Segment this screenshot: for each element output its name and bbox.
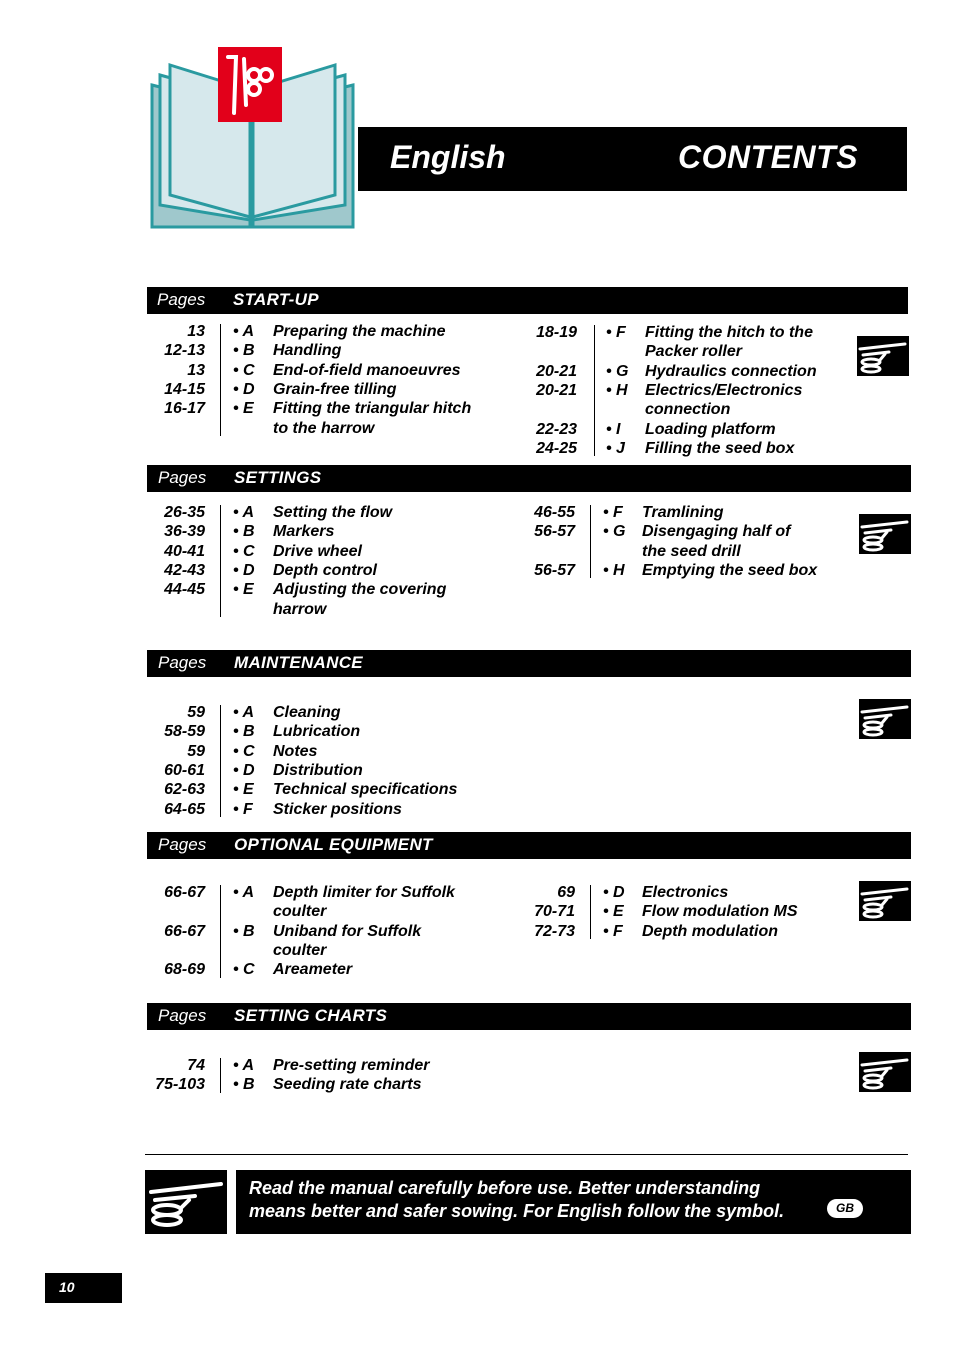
entry-title: Filling the seed box (645, 439, 795, 457)
entry-title: Lubrication (273, 723, 361, 741)
entry-title: connection (645, 401, 731, 419)
entry-title: Sticker positions (273, 800, 402, 818)
entry-pages: 62-63 (164, 781, 205, 799)
entry-title: Handling (273, 342, 342, 360)
entry-letter: • B (233, 342, 255, 360)
section-title: OPTIONAL EQUIPMENT (234, 835, 433, 854)
entry-title: Fitting the triangular hitch (273, 400, 472, 418)
entry-letter: • B (233, 723, 255, 741)
entry-pages: 69 (557, 884, 575, 901)
entry-letter: • C (233, 742, 255, 760)
entry-letter: • E (603, 903, 624, 921)
entry-pages: 13 (187, 323, 205, 340)
entry-letter: • F (603, 922, 623, 940)
entry-letter: • E (233, 400, 254, 418)
entry-letter: • A (233, 504, 255, 521)
section-header (147, 1003, 911, 1030)
entry-pages: 44-45 (164, 581, 205, 599)
entry-pages: 22-23 (536, 420, 577, 438)
entry-pages: 14-15 (164, 380, 205, 398)
section-header (147, 465, 911, 492)
entry-letter: • A (233, 323, 255, 340)
entry-letter: • G (606, 362, 629, 380)
column-divider (220, 885, 221, 978)
entry-letter: • D (233, 561, 255, 579)
section-title: MAINTENANCE (234, 653, 363, 672)
entry-letter: • E (233, 781, 254, 799)
entry-letter: • A (233, 1057, 255, 1074)
entry-pages: 20-21 (536, 381, 577, 399)
entry-pages: 40-41 (164, 542, 205, 560)
entry-pages: 64-65 (164, 800, 205, 818)
entry-title: Seeding rate charts (273, 1076, 422, 1094)
entry-title: Loading platform (645, 420, 776, 438)
entry-pages: 36-39 (164, 523, 205, 541)
entry-pages: 70-71 (534, 903, 575, 921)
entry-pages: 60-61 (164, 761, 205, 779)
entry-title: Pre-setting reminder (273, 1057, 430, 1074)
entry-title: Setting the flow (273, 504, 393, 521)
language-title: English (390, 139, 506, 175)
pointing-hand-icon (859, 881, 911, 921)
entry-title: Adjusting the covering (273, 581, 447, 599)
entry-title: coulter (273, 941, 327, 959)
entry-letter: • F (233, 800, 253, 818)
entry-title: Preparing the machine (273, 323, 446, 340)
note-line-1: Read the manual carefully before use. Better understanding (249, 1178, 761, 1198)
entry-letter: • D (603, 884, 625, 901)
entry-title: Electronics (642, 884, 729, 901)
entry-pages: 72-73 (534, 922, 575, 940)
note-line-2: means better and safer sowing. For English follow the symbol. (249, 1201, 785, 1221)
entry-letter: • D (233, 380, 255, 398)
column-divider (220, 705, 221, 817)
pointing-hand-icon (859, 1052, 911, 1092)
pointing-hand-icon (859, 514, 911, 554)
entry-pages: 18-19 (536, 324, 577, 341)
entry-title: Depth control (273, 561, 377, 579)
pages-label: Pages (158, 835, 207, 854)
pointing-hand-icon (145, 1170, 227, 1234)
entry-letter: • C (233, 361, 255, 379)
entry-letter: • H (603, 561, 625, 579)
entry-pages: 24-25 (536, 439, 577, 457)
entry-title: to the harrow (273, 419, 375, 437)
entry-letter: • G (603, 523, 626, 541)
entry-letter: • F (603, 504, 623, 521)
entry-pages: 56-57 (534, 523, 575, 541)
entry-letter: • B (233, 523, 255, 541)
page-title: CONTENTS (678, 139, 858, 175)
entry-title: Notes (273, 742, 318, 760)
entry-title: Cleaning (273, 704, 341, 721)
entry-title: Disengaging half of (642, 523, 791, 541)
entry-pages: 58-59 (164, 723, 205, 741)
entry-pages: 46-55 (534, 504, 575, 521)
entry-title: Distribution (273, 761, 363, 779)
pointing-hand-icon (857, 336, 909, 376)
entry-title: Tramlining (642, 504, 724, 521)
entry-title: Hydraulics connection (645, 362, 817, 380)
page-number-box (45, 1273, 122, 1303)
column-divider (590, 505, 591, 578)
entry-letter: • A (233, 704, 255, 721)
pages-label: Pages (157, 290, 206, 309)
entry-letter: • C (233, 542, 255, 560)
section-header (147, 650, 911, 677)
entry-letter: • I (606, 420, 621, 438)
entry-pages: 59 (187, 742, 205, 760)
entry-title: Depth modulation (642, 922, 778, 940)
pointing-hand-icon (859, 699, 911, 739)
footer-note (236, 1170, 911, 1234)
title-bar (358, 127, 907, 191)
entry-pages: 59 (187, 704, 205, 721)
section-title: SETTINGS (234, 468, 322, 487)
entry-title: Depth limiter for Suffolk (273, 884, 455, 901)
pages-label: Pages (158, 1006, 207, 1025)
entry-pages: 26-35 (164, 504, 205, 521)
entry-title: Areameter (273, 961, 353, 979)
pages-label: Pages (158, 468, 207, 487)
entry-title: Markers (273, 523, 335, 541)
entry-letter: • H (606, 381, 628, 399)
column-divider (220, 1058, 221, 1093)
entry-title: Packer roller (645, 343, 742, 361)
entry-letter: • F (606, 324, 626, 341)
entry-pages: 13 (187, 361, 205, 379)
entry-title: Grain-free tilling (273, 380, 397, 398)
entry-letter: • J (606, 439, 625, 457)
entry-letter: • D (233, 761, 255, 779)
entry-letter: • C (233, 961, 255, 979)
entry-pages: 16-17 (164, 400, 205, 418)
entry-title: Drive wheel (273, 542, 362, 560)
entry-title: End-of-field manoeuvres (273, 361, 461, 379)
entry-letter: • B (233, 1076, 255, 1094)
entry-pages: 66-67 (164, 884, 205, 901)
page-number: 10 (59, 1279, 75, 1295)
entry-letter: • A (233, 884, 255, 901)
entry-title: coulter (273, 903, 327, 921)
section-header (147, 832, 911, 859)
open-book-logo-icon (150, 45, 355, 230)
column-divider (220, 505, 221, 617)
entry-pages: 75-103 (155, 1076, 205, 1094)
entry-title: Uniband for Suffolk (273, 922, 422, 940)
entry-pages: 68-69 (164, 961, 205, 979)
entry-letter: • E (233, 581, 254, 599)
pages-label: Pages (158, 653, 207, 672)
entry-pages: 66-67 (164, 922, 205, 940)
column-divider (220, 324, 221, 436)
entry-title: Technical specifications (273, 781, 458, 799)
entry-pages: 42-43 (164, 561, 205, 579)
entry-pages: 12-13 (164, 342, 205, 360)
entry-title: Flow modulation MS (642, 903, 798, 921)
entry-letter: • B (233, 922, 255, 940)
section-title: START-UP (233, 290, 319, 309)
column-divider (590, 885, 591, 939)
entry-title: the seed drill (642, 542, 741, 560)
entry-title: Emptying the seed box (642, 561, 818, 579)
entry-pages: 20-21 (536, 362, 577, 380)
divider (145, 1154, 908, 1155)
entry-title: Electrics/Electronics (645, 381, 803, 399)
column-divider (594, 325, 595, 456)
entry-pages: 74 (187, 1057, 205, 1074)
entry-title: harrow (273, 600, 327, 618)
entry-pages: 56-57 (534, 561, 575, 579)
section-title: SETTING CHARTS (234, 1006, 388, 1025)
entry-title: Fitting the hitch to the (645, 324, 813, 341)
language-badge: GB (827, 1199, 863, 1218)
section-header (147, 287, 908, 314)
